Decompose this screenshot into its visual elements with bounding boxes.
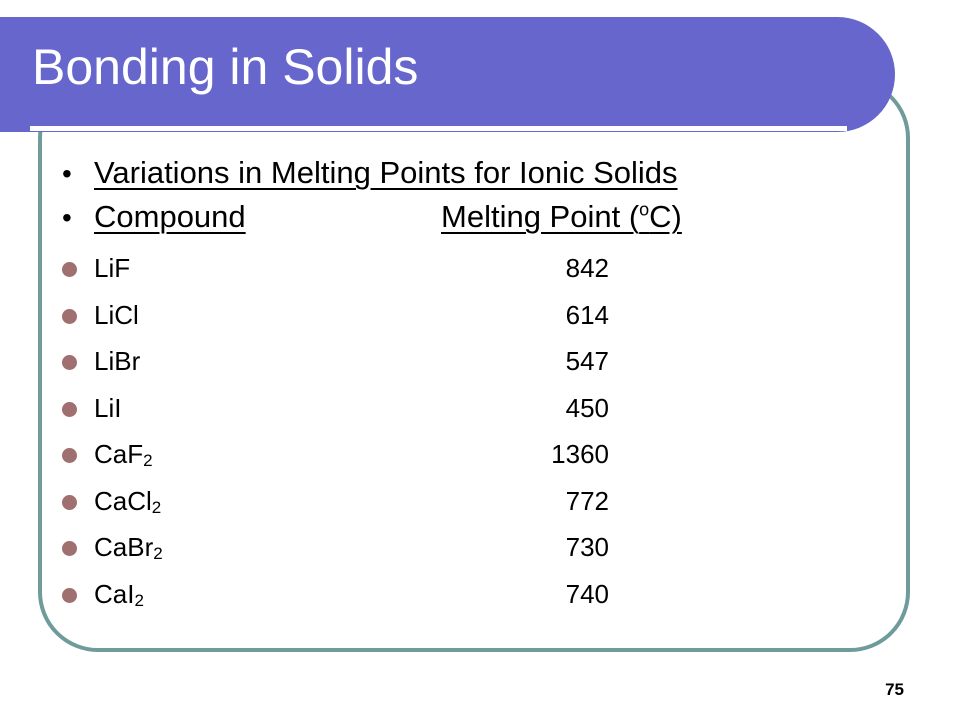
formula-text: LiCl [94,300,139,330]
compound-name [94,393,121,425]
bullet-dot-icon [62,355,77,370]
subtitle-line: Variations in Melting Points for Ionic Solids [94,155,678,190]
compound-name [94,346,140,378]
mp-prefix: Melting Point ( [441,199,640,234]
bullet-dot-icon [62,448,77,463]
melting-point-value: 450 [565,393,609,423]
compound-name [94,579,144,611]
formula-text: LiF [94,253,131,283]
bullet-dot-icon [62,588,77,603]
bullet-dot-icon [62,309,77,324]
formula-subscript: 2 [143,451,153,470]
formula-text: LiI [94,393,122,423]
melting-point-value: 740 [565,579,609,609]
compound-name [94,486,161,518]
formula-subscript: 2 [153,544,163,563]
formula-text: CaF [94,439,144,469]
slide-title: Bonding in Solids [32,39,419,95]
formula-text: CaI [94,579,135,609]
melting-point-value: 842 [565,253,609,283]
melting-point-value: 1360 [551,439,609,469]
melting-point-header [441,199,682,235]
compound-name [94,532,163,564]
formula-text: CaCl [94,486,152,516]
bullet-icon: • [62,202,72,233]
formula-text: CaBr [94,532,154,562]
compound-name [94,253,130,285]
formula-subscript: 2 [151,498,162,517]
formula-text: LiBr [94,346,141,376]
title-rule [30,126,847,131]
melting-point-value: 547 [565,346,609,376]
melting-point-value: 614 [565,300,609,330]
bullet-dot-icon [62,541,77,556]
compound-name [94,439,153,471]
page-number: 75 [885,680,904,699]
bullet-dot-icon [62,262,77,277]
bullet-icon: • [62,158,72,189]
mp-suffix: C) [649,199,682,234]
compound-name [94,300,139,332]
melting-point-value: 772 [565,486,609,516]
degree-symbol: o [639,199,650,220]
melting-point-value: 730 [565,532,609,562]
bullet-dot-icon [62,495,77,510]
formula-subscript: 2 [134,591,144,610]
compound-header: Compound [94,199,246,234]
bullet-dot-icon [62,402,77,417]
